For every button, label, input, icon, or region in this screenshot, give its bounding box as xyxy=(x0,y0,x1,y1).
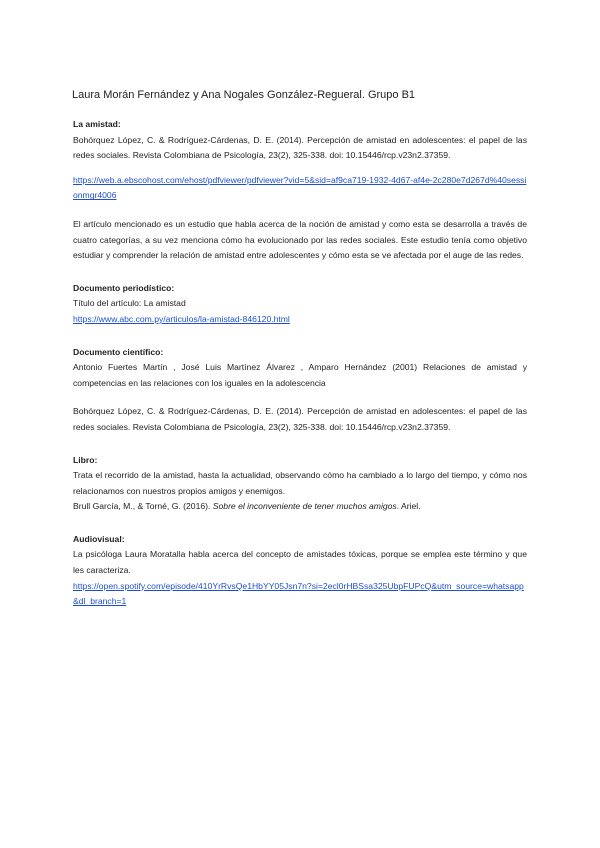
document-authors: Laura Morán Fernández y Ana Nogales González-Regueral. Grupo B1 xyxy=(72,89,416,101)
link-ebscohost[interactable]: https://web.a.ebscohost.com/ehost/pdfviewer/pdfviewer?vid=5&sid=af9ca719-1932-4d67-af4e-2c280e7d267d%40sessionmgr4006 xyxy=(73,174,527,201)
section-heading-libro: Libro: xyxy=(73,454,98,465)
book-reference-publisher: . Ariel. xyxy=(396,501,421,512)
link-abc[interactable]: https://www.abc.com.py/articulos/la-amistad-846120.html xyxy=(73,313,290,324)
summary-audiovisual: La psicóloga Laura Moratalla habla acerca del concepto de amistades tóxicas, porque se emplea este término y que les caracteriza. xyxy=(73,549,527,576)
summary-libro: Trata el recorrido de la amistad, hasta la actualidad, observando cómo ha cambiado a lo largo del tiempo, y cómo nos relacionamos con nuestros propios amigos y enemigos. xyxy=(73,470,527,496)
section-heading-documento-cientifico: Documento científico: xyxy=(73,346,164,357)
citation-fuertes: Antonio Fuertes Martín , José Luis Martínez Álvarez , Amparo Hernández (2001) Relaciones de amistad y competencias en las relaciones con los iguales en la adolescencia xyxy=(73,362,527,388)
section-heading-documento-periodistico: Documento periodístico: xyxy=(73,282,175,293)
section-heading-la-amistad: La amistad: xyxy=(73,119,121,129)
book-reference-authors: Brull García, M., & Torné, G. (2016). xyxy=(73,501,213,512)
section-heading-audiovisual: Audiovisual: xyxy=(73,533,125,544)
article-title: Título del artículo: La amistad xyxy=(73,298,186,309)
summary-la-amistad: El artículo mencionado es un estudio que habla acerca de la noción de amistad y como esta se desarrolla a través de cuatro categorías, a su vez menciona cómo ha evolucionado por las redes sociales. Este estudio tenía como objetivo estudiar y comprender la relación de amistad entre adolescentes y cómo esta se ve afectada por el auge de las redes. xyxy=(73,218,527,261)
link-spotify[interactable]: https://open.spotify.com/episode/410YrRvsQe1HbYY05Jsn7n?si=2ecl0rHBSsa325UbpFUPcQ&utm_source=whatsapp&dl_branch=1 xyxy=(73,580,524,607)
document-body xyxy=(73,117,527,610)
book-reference xyxy=(73,499,527,515)
book-reference-title: Sobre el inconveniente de tener muchos amigos xyxy=(212,501,397,512)
citation-bohorquez: Bohórquez López, C. & Rodríguez-Cárdenas, D. E. (2014). Percepción de amistad en adolescentes: el papel de las redes sociales. Revista Colombiana de Psicología, 23(2), 325-338. doi: 10.15446/rcp.v23n2.37359. xyxy=(73,406,527,432)
citation-la-amistad: Bohórquez López, C. & Rodríguez-Cárdenas, D. E. (2014). Percepción de amistad en adolescentes: el papel de las redes sociales. Revista Colombiana de Psicología, 23(2), 325-338. doi: 10.15446/rcp.v23n2.37359. xyxy=(73,134,527,161)
